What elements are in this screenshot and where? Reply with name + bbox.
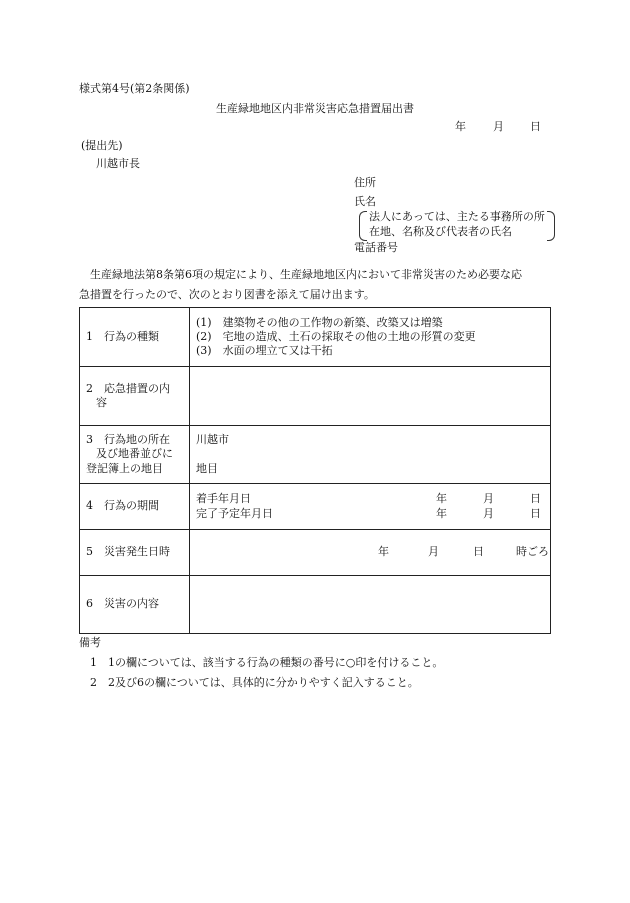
form-number: 様式第4号(第2条関係) — [79, 82, 190, 95]
location-field[interactable] — [190, 426, 551, 484]
table-row-period — [80, 484, 551, 530]
table-row-emergency-measure — [80, 367, 551, 426]
applicant-address-label: 住所 — [354, 176, 376, 189]
emergency-measure-field[interactable] — [190, 367, 551, 426]
body-line2: 急措置を行ったので、次のとおり図書を添えて届け出ます。 — [79, 288, 375, 301]
left-bracket — [359, 211, 367, 241]
period-field[interactable] — [190, 484, 551, 530]
disaster-details-label: 6 災害の内容 — [80, 576, 190, 634]
corporation-note — [359, 210, 555, 240]
disaster-year-label: 年 — [378, 545, 389, 558]
action-type-option-2[interactable]: (2) 宅地の造成、土石の採取その他の土地の形質の変更 — [196, 329, 476, 343]
corporation-note-line1: 法人にあっては、主たる事務所の所 — [369, 210, 545, 223]
start-day-label: 日 — [530, 492, 541, 505]
date-month-label: 月 — [493, 120, 504, 133]
recipient-label: (提出先) — [81, 139, 123, 152]
period-label: 4 行為の期間 — [80, 484, 190, 530]
start-date-label: 着手年月日 — [196, 492, 251, 505]
disaster-hour-label: 時ごろ — [516, 545, 549, 558]
corporation-note-line2: 在地、名称及び代表者の氏名 — [369, 225, 512, 238]
remark-item-2: 2 2及び6の欄については、具体的に分かりやすく記入すること。 — [90, 676, 419, 689]
table-row-disaster-details — [80, 576, 551, 634]
table-row-location — [80, 426, 551, 484]
body-line1: 生産緑地法第8条第6項の規定により、生産緑地地区内において非常災害のため必要な応 — [90, 268, 522, 281]
disaster-day-label: 日 — [473, 545, 484, 558]
date-year-label: 年 — [455, 120, 466, 133]
end-year-label: 年 — [436, 507, 447, 520]
body-paragraph — [79, 265, 557, 305]
disaster-datetime-field[interactable] — [190, 530, 551, 576]
remarks-title: 備考 — [79, 636, 101, 649]
location-label: 3 行為地の所在 及び地番並びに 登記簿上の地目 — [80, 426, 190, 484]
land-category-label: 地目 — [196, 462, 218, 475]
end-date-label: 完了予定年月日 — [196, 507, 273, 520]
end-day-label: 日 — [530, 507, 541, 520]
end-month-label: 月 — [483, 507, 494, 520]
disaster-month-label: 月 — [428, 545, 439, 558]
applicant-name-label: 氏名 — [354, 195, 376, 208]
recipient-name: 川越市長 — [96, 157, 140, 170]
action-type-option-3[interactable]: (3) 水面の埋立て又は干拓 — [196, 344, 333, 358]
applicant-phone-label: 電話番号 — [354, 241, 398, 254]
action-type-options[interactable] — [190, 308, 551, 367]
action-type-label: 1 行為の種類 — [80, 308, 190, 367]
table-row-disaster-datetime — [80, 530, 551, 576]
disaster-datetime-label: 5 災害発生日時 — [80, 530, 190, 576]
table-row-action-type — [80, 308, 551, 367]
emergency-measure-label: 2 応急措置の内 容 — [80, 367, 190, 426]
date-day-label: 日 — [530, 120, 541, 133]
action-type-option-1[interactable]: (1) 建築物その他の工作物の新築、改築又は増築 — [196, 315, 443, 329]
remark-item-1: 1 1の欄については、該当する行為の種類の番号に○印を付けること。 — [90, 656, 444, 669]
right-bracket — [547, 211, 555, 241]
location-city: 川越市 — [196, 433, 229, 446]
document-title: 生産緑地地区内非常災害応急措置届出書 — [216, 102, 414, 115]
notification-table — [79, 307, 551, 634]
disaster-details-field[interactable] — [190, 576, 551, 634]
start-month-label: 月 — [483, 492, 494, 505]
start-year-label: 年 — [436, 492, 447, 505]
